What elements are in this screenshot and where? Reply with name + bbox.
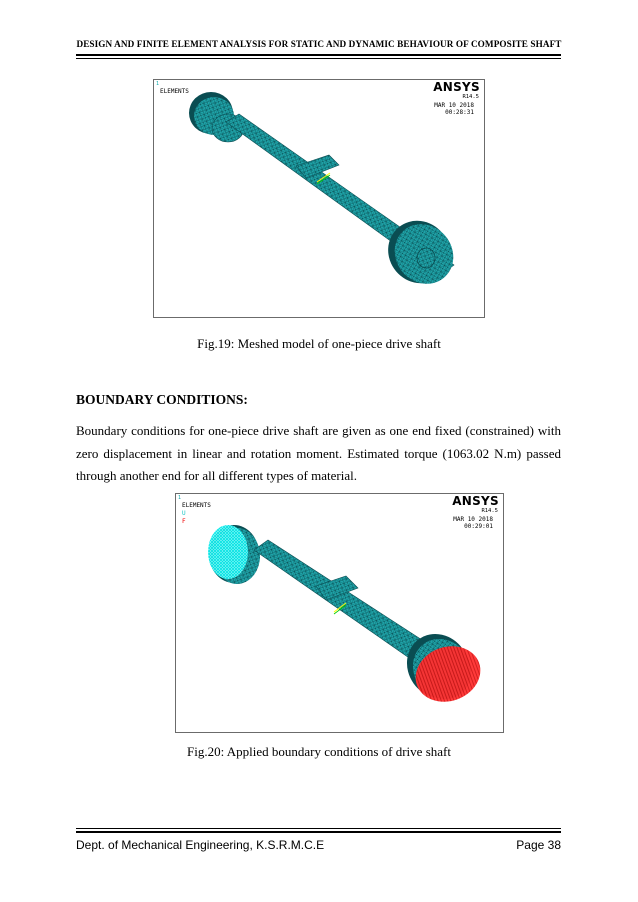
plot-date: MAR 10 2018 — [434, 102, 474, 109]
elements-label: ELEMENTS — [182, 502, 211, 509]
legend-force: F — [182, 518, 186, 525]
elements-label: ELEMENTS — [160, 88, 189, 95]
plot-time: 00:28:31 — [445, 109, 474, 116]
ansys-version: R14.5 — [462, 94, 479, 100]
plot-time: 00:29:01 — [464, 523, 493, 530]
legend-displacement: U — [182, 510, 186, 517]
corner-mark: 1 — [156, 81, 160, 87]
figure-meshed-model — [153, 79, 485, 318]
header-rule-thick — [76, 54, 561, 56]
fixed-constraint-symbols — [208, 525, 248, 579]
plot-date: MAR 10 2018 — [453, 516, 493, 523]
figure-20-caption: Fig.20: Applied boundary conditions of drive shaft — [187, 744, 451, 759]
drive-shaft-boundary-plot — [176, 494, 503, 732]
body-paragraph: Boundary conditions for one-piece drive shaft are given as one end fixed (constrained) with zero displacement in linear and rotation moment. Estimated torque (1063.02 N.m) passed through another end for all different types of material. — [76, 423, 561, 483]
footer-rule-thin — [76, 828, 561, 829]
ansys-logo: ANSYS — [452, 494, 499, 508]
running-header: DESIGN AND FINITE ELEMENT ANALYSIS FOR STATIC AND DYNAMIC BEHAVIOUR OF COMPOSITE SHAFT — [76, 39, 562, 49]
figure-19-caption: Fig.19: Meshed model of one-piece drive shaft — [197, 336, 441, 351]
section-heading: BOUNDARY CONDITIONS: — [76, 392, 248, 407]
header-rule-thin — [76, 58, 561, 59]
ansys-logo: ANSYS — [433, 80, 480, 94]
footer-page-number: Page 38 — [516, 838, 561, 852]
footer-department: Dept. of Mechanical Engineering, K.S.R.M.C.E — [76, 838, 325, 852]
drive-shaft-mesh — [154, 80, 484, 317]
corner-mark: 1 — [178, 495, 182, 501]
ansys-version: R14.5 — [481, 508, 498, 514]
figure-boundary-conditions — [175, 493, 504, 733]
footer-rule-thick — [76, 831, 561, 833]
